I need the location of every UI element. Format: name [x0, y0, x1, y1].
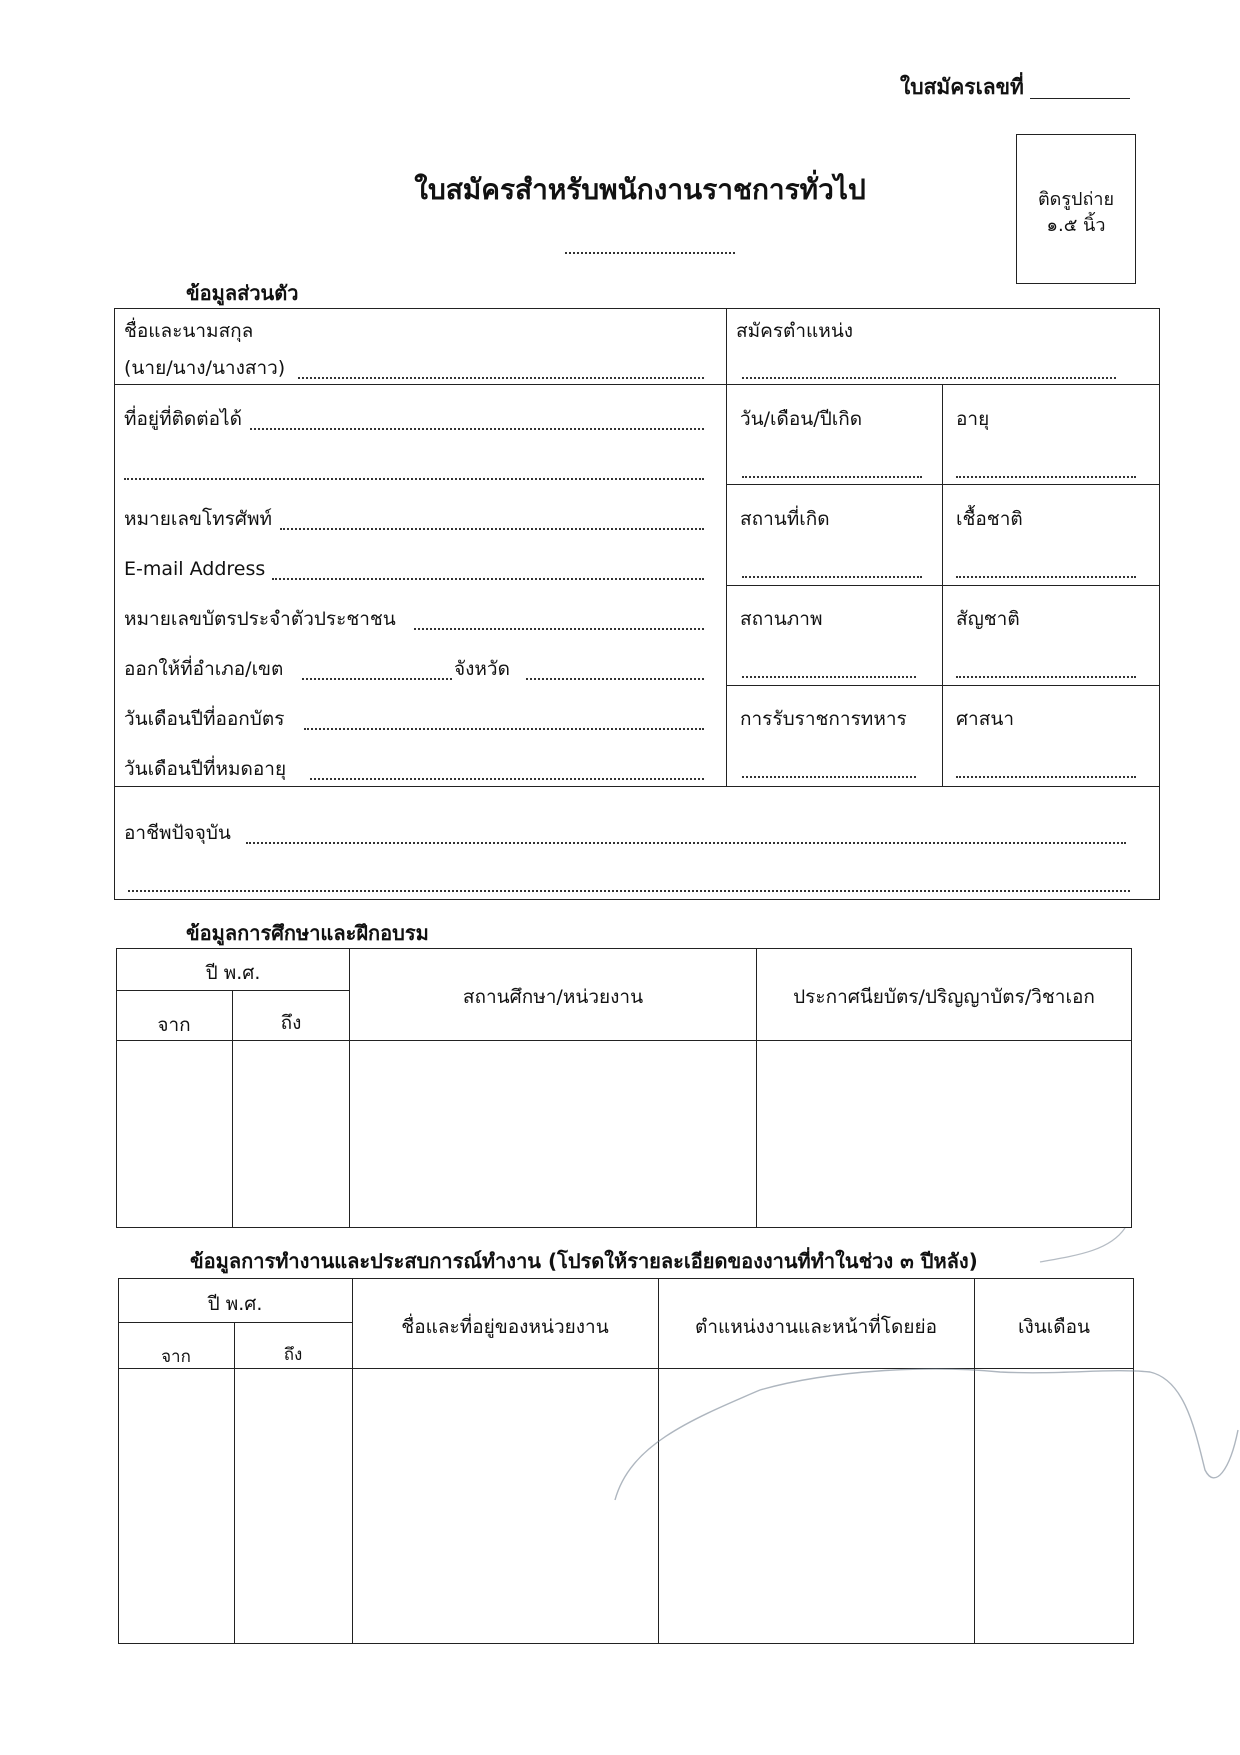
marital-status-label: สถานภาพ [740, 608, 823, 630]
name-prefix-label: (นาย/นาง/นางสาว) [124, 357, 286, 379]
age-label: อายุ [956, 408, 990, 430]
photo-label: ติดรูปถ่าย [1037, 189, 1115, 210]
email-label: E-mail Address [124, 558, 266, 580]
expiry-date-label: วันเดือนปีที่หมดอายุ [124, 758, 287, 780]
phone-label: หมายเลขโทรศัพท์ [124, 508, 273, 530]
military-service-label: การรับราชการทหาร [740, 708, 907, 730]
work-employer-header: ชื่อและที่อยู่ของหน่วยงาน [401, 1316, 609, 1338]
work-salary-header: เงินเดือน [1018, 1316, 1090, 1338]
work-to-header: ถึง [283, 1345, 303, 1365]
province-label: จังหวัด [454, 658, 510, 680]
section-title-education: ข้อมูลการศึกษาและฝึกอบรม [186, 921, 429, 945]
work-year-header: ปี พ.ศ. [207, 1293, 263, 1315]
dob-label: วัน/เดือน/ปีเกิด [740, 408, 863, 430]
issued-district-label: ออกให้ที่อำเภอ/เขต [124, 658, 284, 680]
birthplace-label: สถานที่เกิด [740, 508, 830, 530]
work-position-header: ตำแหน่งงานและหน้าที่โดยย่อ [695, 1316, 937, 1338]
nationality-label: สัญชาติ [956, 608, 1020, 630]
page-title: ใบสมัครสำหรับพนักงานราชการทั่วไป [414, 173, 866, 206]
address-label: ที่อยู่ที่ติดต่อได้ [124, 408, 242, 430]
name-label: ชื่อและนามสกุล [124, 320, 254, 342]
issue-date-label: วันเดือนปีที่ออกบัตร [124, 708, 285, 730]
race-label: เชื้อชาติ [956, 508, 1023, 530]
position-label: สมัครตำแหน่ง [736, 320, 854, 342]
section-title-work: ข้อมูลการทำงานและประสบการณ์ทำงาน (โปรดให้รายละเอียดของงานที่ทำในช่วง ๓ ปีหลัง) [190, 1249, 978, 1273]
religion-label: ศาสนา [956, 708, 1014, 730]
section-title-personal: ข้อมูลส่วนตัว [186, 281, 299, 305]
work-from-header: จาก [161, 1347, 191, 1367]
occupation-label: อาชีพปัจจุบัน [124, 822, 231, 844]
edu-institution-header: สถานศึกษา/หน่วยงาน [462, 986, 644, 1008]
photo-size-label: ๑.๕ นิ้ว [1046, 215, 1106, 236]
id-card-label: หมายเลขบัตรประจำตัวประชาชน [124, 608, 396, 630]
edu-to-header: ถึง [280, 1012, 302, 1034]
application-number-label: ใบสมัครเลขที่ [900, 75, 1024, 99]
edu-from-header: จาก [157, 1014, 191, 1036]
edu-degree-header: ประกาศนียบัตร/ปริญญาบัตร/วิชาเอก [793, 986, 1095, 1008]
edu-year-header: ปี พ.ศ. [205, 962, 261, 984]
